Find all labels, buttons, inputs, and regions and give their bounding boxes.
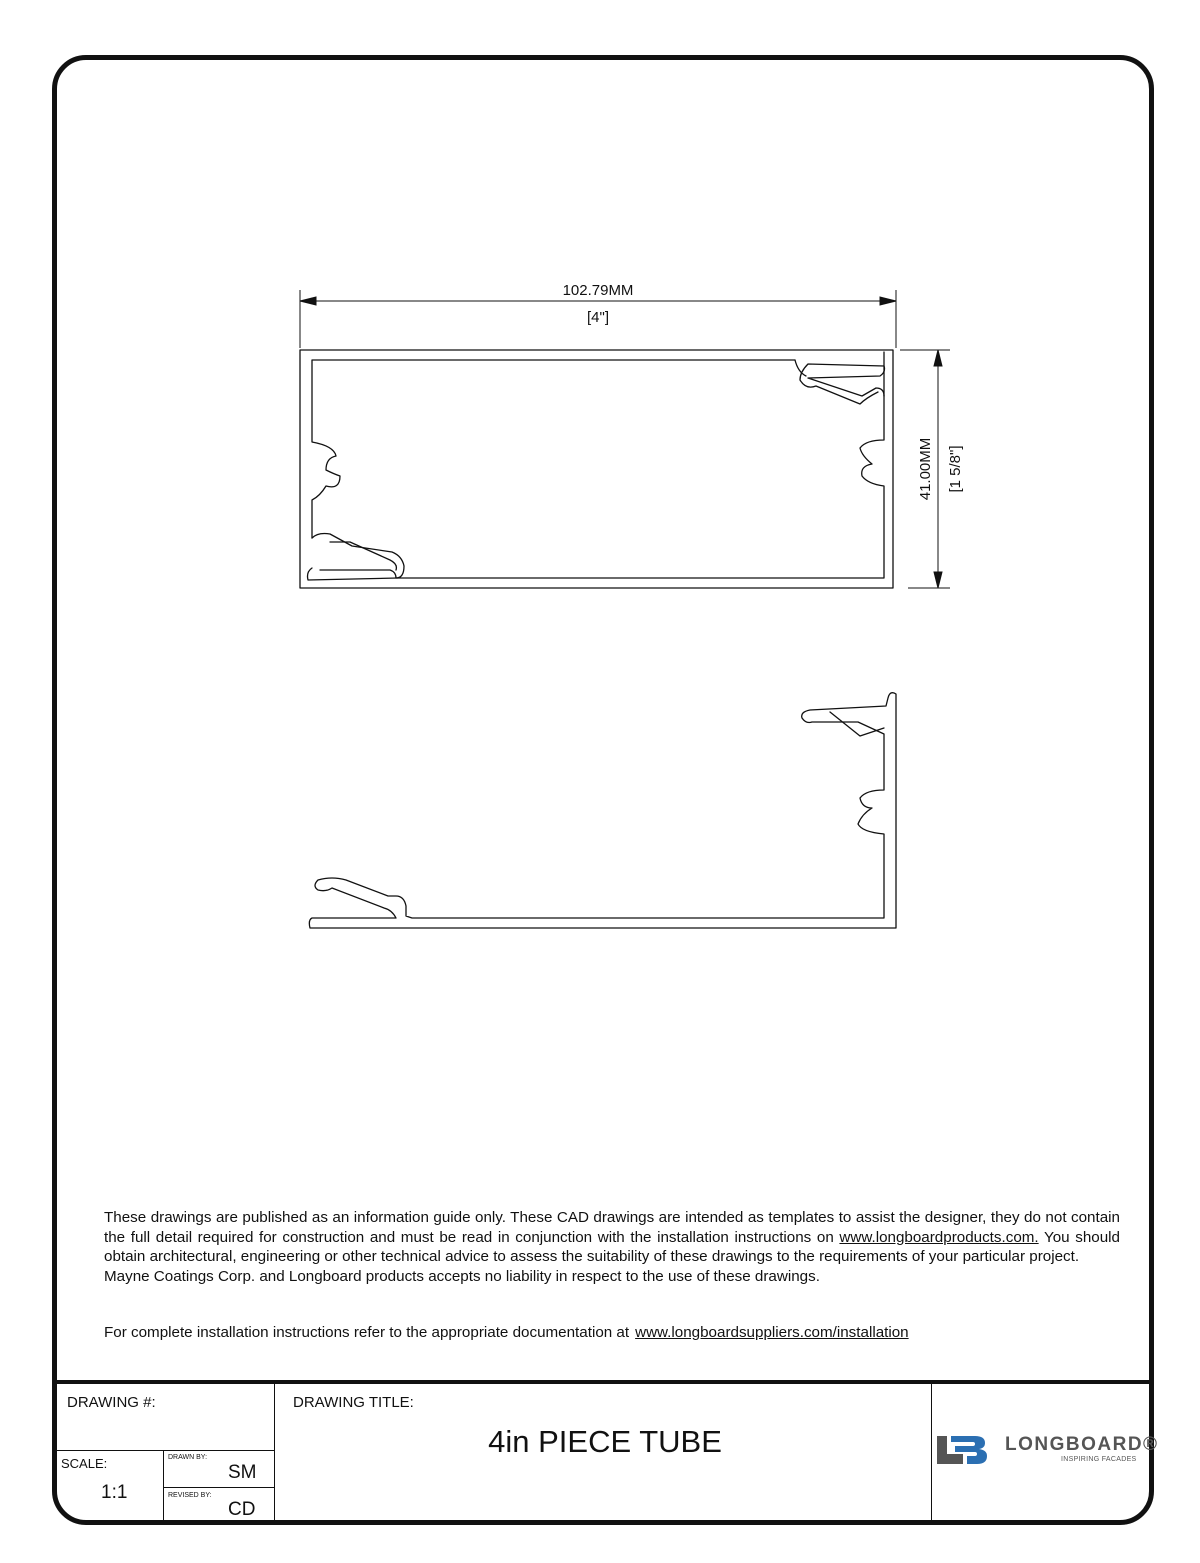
dimension-lines [300, 290, 950, 588]
liability-statement: Mayne Coatings Corp. and Longboard products accepts no liability in respect to the use of these drawings. [104, 1267, 820, 1285]
installation-link[interactable]: www.longboardsuppliers.com/installation [635, 1324, 909, 1341]
title-block [55, 1380, 1159, 1520]
disclaimer-notice [104, 1208, 1120, 1286]
disclaimer-text-a: These drawings are published as an information guide only. These CAD drawings are intended as templates to assist the designer, they do not contain the full detail required for construction and must be read in conjunction with the installation instructions on [104, 1209, 1120, 1246]
scale-value: 1:1 [101, 1482, 128, 1503]
revised-by-value: CD [228, 1499, 256, 1520]
drawing-number-label: DRAWING #: [67, 1394, 156, 1411]
width-dimension-mm: 102.79MM [562, 282, 634, 299]
installation-note [104, 1324, 909, 1341]
drawn-by-value: SM [228, 1462, 257, 1483]
drawing-title: 4in PIECE TUBE [488, 1424, 722, 1459]
height-dimension-in: [1 5/8"] [947, 445, 964, 493]
installation-note-text: For complete installation instructions refer to the appropriate documentation at [104, 1324, 630, 1341]
width-dimension-in: [4"] [586, 309, 610, 326]
logo-wordmark: LONGBOARD® [1005, 1434, 1159, 1455]
height-dimension-mm: 41.00MM [917, 437, 934, 501]
tube-profile-assembled [300, 350, 893, 588]
drawing-title-label: DRAWING TITLE: [293, 1394, 414, 1411]
logo-tagline: INSPIRING FACADES [1061, 1456, 1137, 1463]
longboard-lb-logo-icon [935, 1432, 995, 1472]
disclaimer-text-b: You should obtain architectural, engineering or other technical advice to assess the suitability of these drawings to the requirements of your particular project. [104, 1228, 1120, 1265]
longboard-logo [931, 1384, 1159, 1524]
revised-by-label: REVISED BY: [168, 1492, 212, 1499]
products-website-link[interactable]: www.longboardproducts.com. [839, 1228, 1039, 1246]
tube-profile-piece [309, 693, 896, 928]
scale-label: SCALE: [61, 1456, 108, 1471]
drawn-by-label: DRAWN BY: [168, 1454, 208, 1461]
